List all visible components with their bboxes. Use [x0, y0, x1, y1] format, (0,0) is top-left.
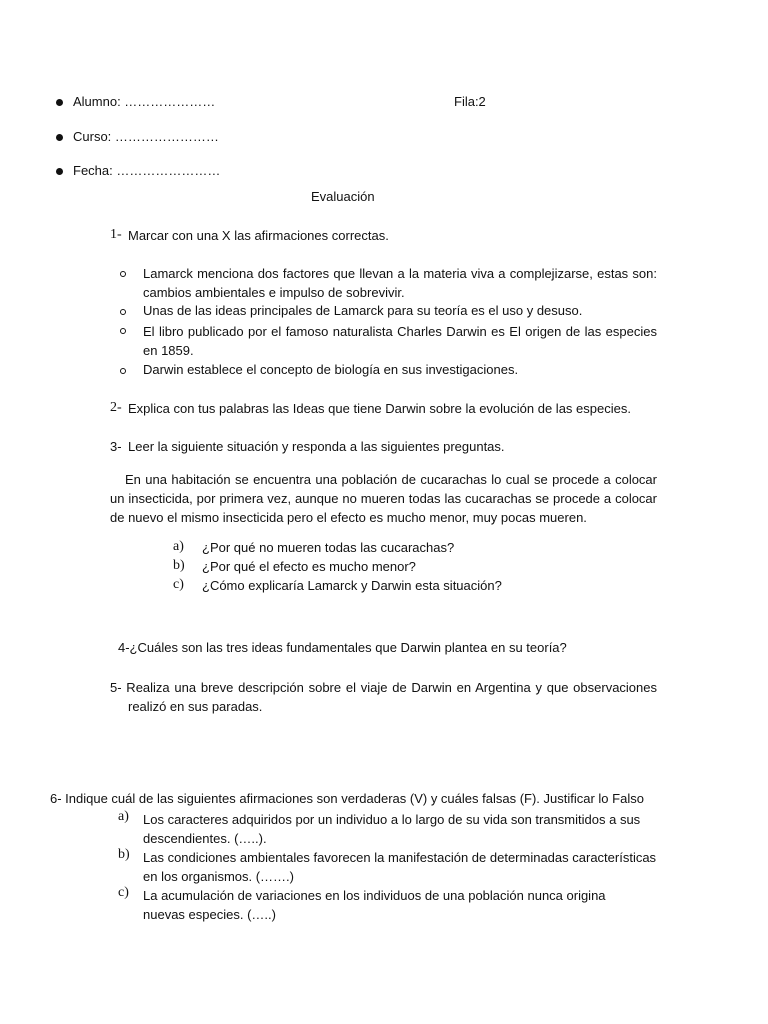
q3-item-marker: c)	[173, 577, 184, 592]
student-field: Alumno: …………………	[73, 94, 216, 109]
page-title: Evaluación	[311, 189, 375, 204]
q1-item: El libro publicado por el famoso naturalista Charles Darwin es El origen de las especies en 1859.	[143, 324, 657, 358]
course-field: Curso: ……………………	[73, 129, 219, 144]
q1-item: Lamarck menciona dos factores que llevan a la materia viva a complejizarse, estas son: cambios ambientales e impulso de sobrevivir.	[143, 266, 657, 300]
q6-item-marker: b)	[118, 847, 130, 862]
circle-bullet-icon	[120, 328, 126, 334]
bullet-icon	[56, 168, 63, 175]
circle-bullet-icon	[120, 271, 126, 277]
circle-bullet-icon	[120, 368, 126, 374]
bullet-icon	[56, 134, 63, 141]
q6-item-marker: c)	[118, 885, 129, 900]
q6-item: Las condiciones ambientales favorecen la manifestación de determinadas características en los organismos. (…….)	[143, 850, 657, 884]
q5-prompt: 5- Realiza una breve descripción sobre el viaje de Darwin en Argentina y que observaciones realizó en sus paradas.	[110, 680, 657, 714]
q3-item: ¿Cómo explicaría Lamarck y Darwin esta situación?	[202, 578, 502, 593]
q6-item: La acumulación de variaciones en los individuos de una población nunca origina nuevas especies. (…..)	[143, 888, 606, 922]
q1-item: Darwin establece el concepto de biología en sus investigaciones.	[143, 362, 519, 377]
q3-prompt: Leer la siguiente situación y responda a las siguientes preguntas.	[128, 439, 505, 454]
q2-prompt: Explica con tus palabras las Ideas que tiene Darwin sobre la evolución de las especies.	[128, 401, 631, 416]
q6-prompt: 6- Indique cuál de las siguientes afirmaciones son verdaderas (V) y cuáles falsas (F). Justificar lo Falso	[50, 791, 644, 806]
circle-bullet-icon	[120, 309, 126, 315]
q1-item: Unas de las ideas principales de Lamarck para su teoría es el uso y desuso.	[143, 303, 583, 318]
bullet-icon	[56, 99, 63, 106]
q6-item-marker: a)	[118, 809, 129, 824]
q4-prompt: 4-¿Cuáles son las tres ideas fundamentales que Darwin plantea en su teoría?	[118, 640, 567, 655]
q2-number: 2-	[110, 400, 122, 415]
q6-item: Los caracteres adquiridos por un individuo a lo largo de su vida son transmitidos a sus descendientes. (…..).	[143, 812, 641, 846]
q3-situation: En una habitación se encuentra una población de cucarachas lo cual se procede a colocar un insecticida, por primera vez, aunque no mueren todas las cucarachas se procede a colocar de nuevo el mismo insecticida pero el efecto es mucho menor, muy pocas mueren.	[110, 472, 657, 525]
q3-item-marker: a)	[173, 539, 184, 554]
q1-number: 1-	[110, 227, 122, 242]
q3-item: ¿Por qué el efecto es mucho menor?	[202, 559, 416, 574]
q3-item-marker: b)	[173, 558, 185, 573]
q3-number: 3-	[110, 439, 122, 454]
q3-item: ¿Por qué no mueren todas las cucarachas?	[202, 540, 455, 555]
date-field: Fecha: ……………………	[73, 163, 221, 178]
q1-prompt: Marcar con una X las afirmaciones correctas.	[128, 228, 389, 243]
row-label: Fila:2	[454, 94, 486, 109]
